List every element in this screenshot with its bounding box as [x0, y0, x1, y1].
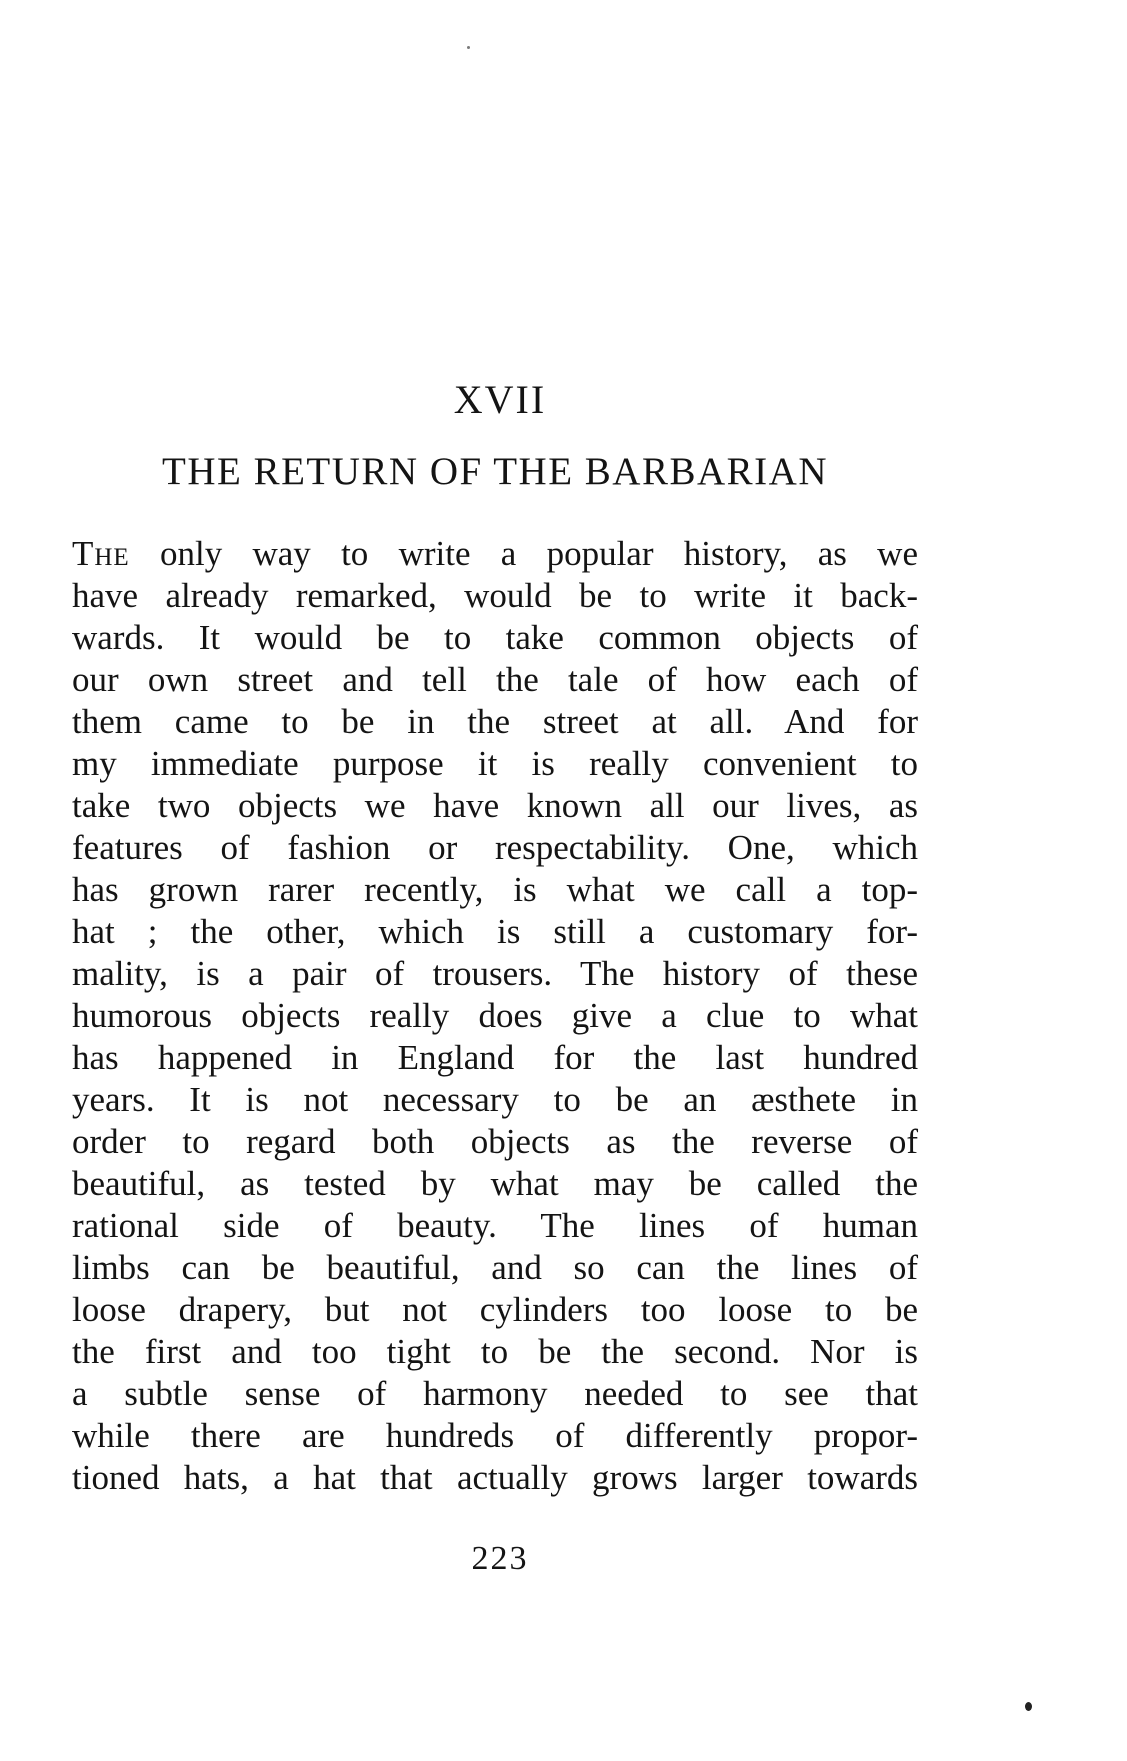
text-line: take two objects we have known all our lives, as: [72, 786, 918, 825]
text-line: hat ; the other, which is still a customary for-: [72, 912, 918, 951]
chapter-title: THE RETURN OF THE BARBARIAN: [162, 450, 828, 493]
text-line: beautiful, as tested by what may be called the: [72, 1164, 918, 1203]
text-line: features of fashion or respectability. One, which: [72, 828, 918, 867]
text-line: order to regard both objects as the reverse of: [72, 1122, 918, 1161]
text-line: mality, is a pair of trousers. The history of these: [72, 954, 918, 993]
text-line: rational side of beauty. The lines of human: [72, 1206, 918, 1245]
text-line: while there are hundreds of differently propor-: [72, 1416, 918, 1455]
body-text: [72, 533, 918, 1499]
ink-speck: [467, 46, 470, 49]
text-line: a subtle sense of harmony needed to see that: [72, 1374, 918, 1413]
text-line: has happened in England for the last hundred: [72, 1038, 918, 1077]
page-number: 223: [471, 1540, 529, 1577]
ink-speck: [1025, 1702, 1032, 1711]
text-line: our own street and tell the tale of how each of: [72, 660, 918, 699]
text-line: my immediate purpose it is really convenient to: [72, 744, 918, 783]
text-line: the first and too tight to be the second. Nor is: [72, 1332, 918, 1371]
text-line: humorous objects really does give a clue to what: [72, 996, 918, 1035]
text-line: limbs can be beautiful, and so can the lines of: [72, 1248, 918, 1287]
text-line: wards. It would be to take common objects of: [72, 618, 918, 657]
text-line: them came to be in the street at all. And for: [72, 702, 918, 741]
text-line: loose drapery, but not cylinders too loose to be: [72, 1290, 918, 1329]
text-line: tioned hats, a hat that actually grows larger towards: [72, 1458, 918, 1497]
chapter-number: XVII: [453, 377, 547, 422]
text-line: have already remarked, would be to write it back-: [72, 576, 918, 615]
opening-word: The: [72, 534, 130, 573]
text-line: has grown rarer recently, is what we call a top-: [72, 870, 918, 909]
text-line: years. It is not necessary to be an æsthete in: [72, 1080, 918, 1119]
text-line: The only way to write a popular history, as we: [72, 534, 918, 573]
